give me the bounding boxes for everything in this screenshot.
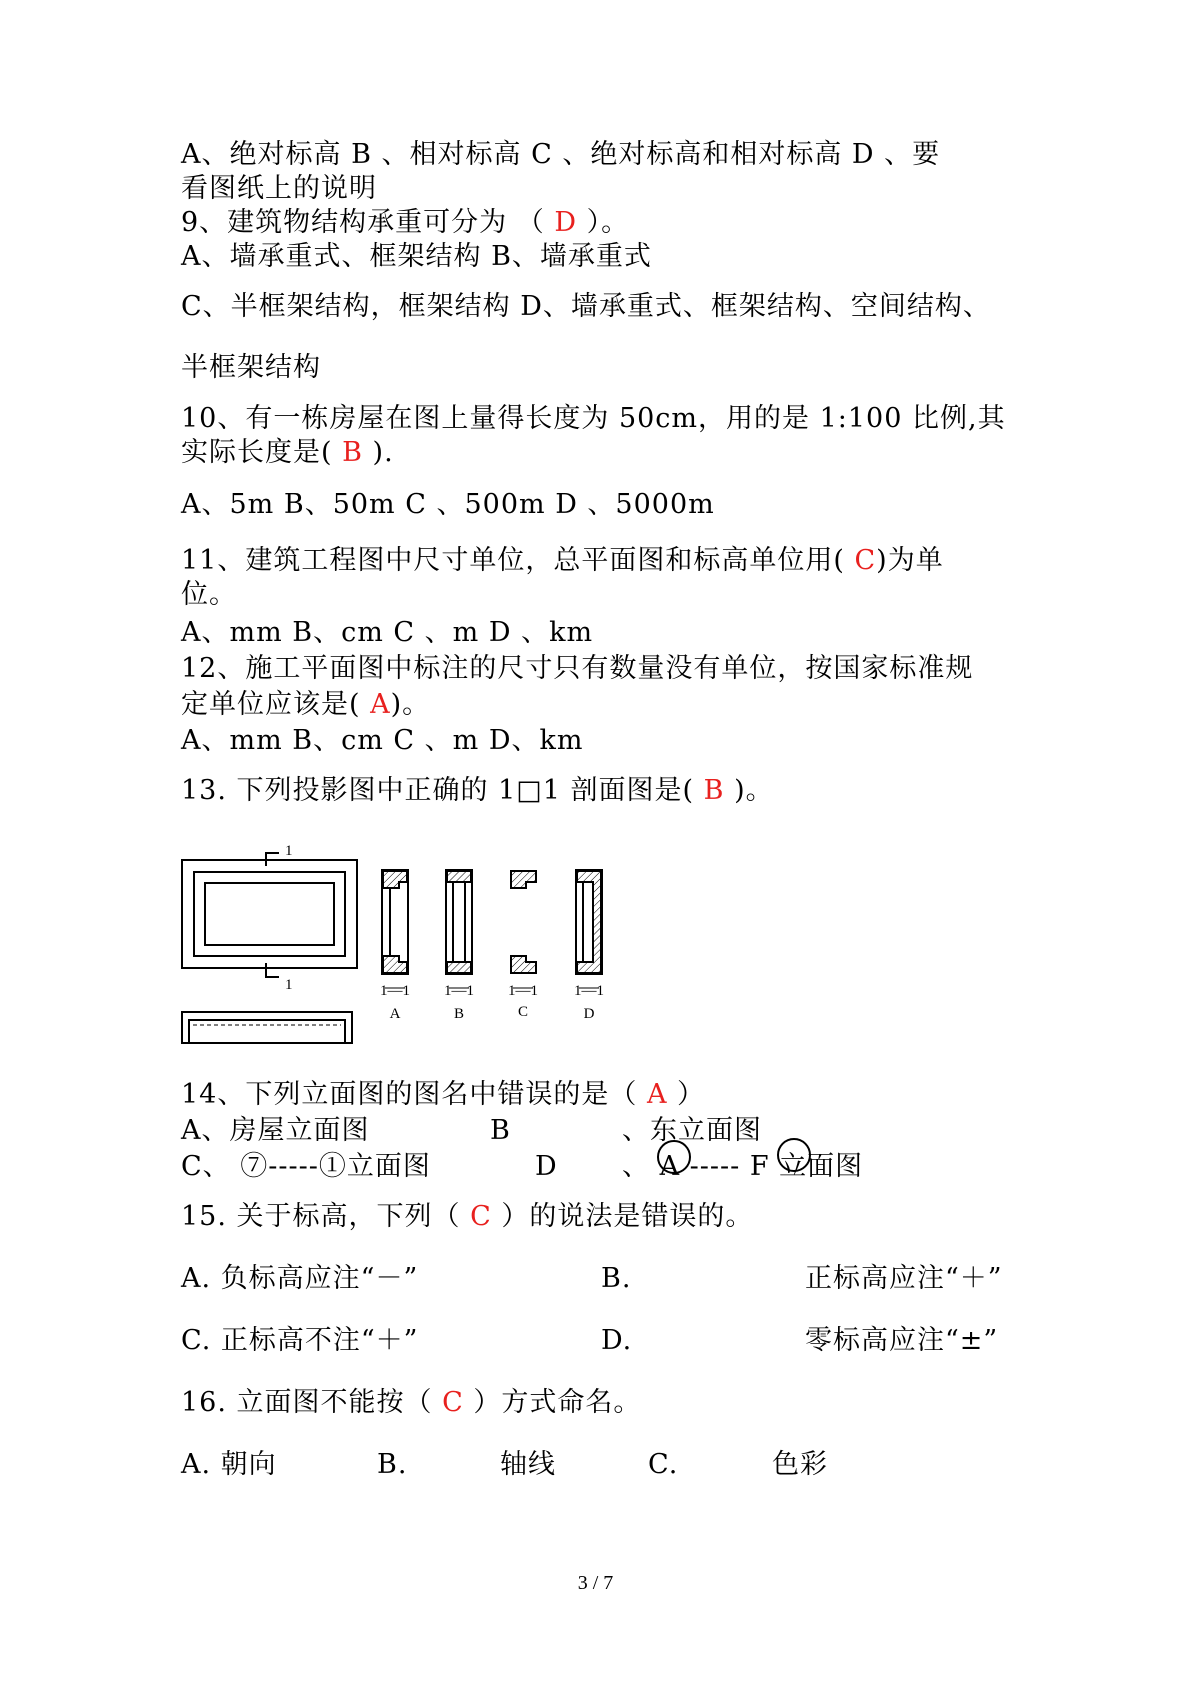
q14-question: 14、下列立面图的图名中错误的是（ A ） bbox=[181, 1079, 706, 1110]
q12-question: 12、施工平面图中标注的尺寸只有数量没有单位，按国家标准规 bbox=[181, 653, 974, 684]
q11-options: A、mm B、cm C 、m D 、km bbox=[181, 617, 594, 648]
q12-answer: A bbox=[370, 689, 391, 720]
cut-label-bottom: 1 bbox=[285, 977, 293, 993]
q14-answer: A bbox=[646, 1079, 668, 1110]
q13-answer: B bbox=[703, 775, 725, 806]
section-label-a: 1—1 bbox=[380, 983, 410, 999]
section-option-d bbox=[576, 870, 602, 974]
q12-options: A、mm B、cm C 、m D、km bbox=[181, 725, 584, 756]
q16-option-c-text: 色彩 bbox=[772, 1449, 828, 1480]
q11-question: 11、建筑工程图中尺寸单位，总平面图和标高单位用( C)为单 bbox=[181, 545, 944, 576]
q14-option-c: C、 ⑦-----①立面图 bbox=[181, 1151, 431, 1182]
section-option-b bbox=[446, 870, 472, 974]
section-label-c: 1—1 bbox=[508, 983, 538, 999]
q12-question-cont: 定单位应该是( A)。 bbox=[181, 689, 431, 720]
q15-option-b: B. bbox=[601, 1263, 632, 1294]
q15-option-b-text: 正标高应注“＋” bbox=[805, 1263, 1003, 1294]
q16-option-b-text: 轴线 bbox=[500, 1449, 556, 1480]
q15-answer: C bbox=[470, 1201, 492, 1232]
q11-question-cont: 位。 bbox=[181, 579, 237, 610]
section-figure bbox=[181, 838, 641, 1052]
q10-question-cont: 实际长度是( B ). bbox=[181, 437, 394, 468]
q9-options-a: A、墙承重式、框架结构 B、墙承重式 bbox=[181, 241, 652, 272]
cut-label-top: 1 bbox=[285, 843, 293, 859]
option-label-d: D bbox=[583, 1006, 595, 1022]
q9-options-c-cont: 半框架结构 bbox=[181, 352, 321, 383]
option-label-b: B bbox=[453, 1006, 465, 1022]
page-number: 3 / 7 bbox=[577, 1572, 614, 1594]
elevation-view bbox=[182, 1012, 352, 1043]
q9-question: 9、建筑物结构承重可分为 （ D ）。 bbox=[181, 207, 630, 238]
plan-view bbox=[182, 853, 357, 977]
q15-option-d-text: 零标高应注“±” bbox=[805, 1325, 999, 1356]
option-label-c: C bbox=[517, 1004, 529, 1020]
q14-option-d-text: 、 A ----- F 立面图 bbox=[622, 1151, 864, 1182]
q10-question: 10、有一栋房屋在图上量得长度为 50cm，用的是 1:100 比例,其 bbox=[181, 403, 1006, 434]
q16-option-a: A. 朝向 bbox=[181, 1449, 277, 1480]
option-label-a: A bbox=[389, 1006, 401, 1022]
q14-option-a: A、房屋立面图 bbox=[181, 1115, 370, 1146]
q16-answer: C bbox=[442, 1387, 464, 1418]
section-option-a bbox=[382, 870, 408, 974]
axis-circle-a bbox=[657, 1140, 691, 1174]
q16-option-b: B. bbox=[377, 1449, 408, 1480]
q15-question: 15. 关于标高，下列（ C ）的说法是错误的。 bbox=[181, 1201, 754, 1232]
q9-options-c: C、半框架结构，框架结构 D、墙承重式、框架结构、空间结构、 bbox=[181, 291, 991, 322]
q16-question: 16. 立面图不能按（ C ）方式命名。 bbox=[181, 1387, 642, 1418]
q15-option-d: D. bbox=[601, 1325, 633, 1356]
section-figure-svg bbox=[181, 838, 641, 1048]
q14-option-b-text: 、东立面图 bbox=[622, 1115, 762, 1146]
q14-option-b: B bbox=[490, 1115, 511, 1146]
q14-option-d: D bbox=[535, 1151, 558, 1182]
section-label-d: 1—1 bbox=[574, 983, 604, 999]
axis-circle-f bbox=[777, 1138, 811, 1172]
section-label-b: 1—1 bbox=[444, 983, 474, 999]
q9-answer: D bbox=[554, 207, 577, 238]
q10-options: A、5m B、50m C 、500m D 、5000m bbox=[181, 489, 715, 520]
q16-option-c: C. bbox=[648, 1449, 679, 1480]
q13-question: 13. 下列投影图中正确的 1□1 剖面图是( B )。 bbox=[181, 775, 774, 806]
q8-options-cont: 看图纸上的说明 bbox=[181, 173, 377, 204]
q10-answer: B bbox=[342, 437, 363, 468]
q8-options: A、绝对标高 B 、相对标高 C 、绝对标高和相对标高 D 、要 bbox=[181, 139, 941, 170]
q11-answer: C bbox=[854, 545, 877, 576]
q15-option-c: C. 正标高不注“＋” bbox=[181, 1325, 419, 1356]
q15-option-a: A. 负标高应注“－” bbox=[181, 1263, 419, 1294]
section-option-c bbox=[511, 871, 536, 973]
